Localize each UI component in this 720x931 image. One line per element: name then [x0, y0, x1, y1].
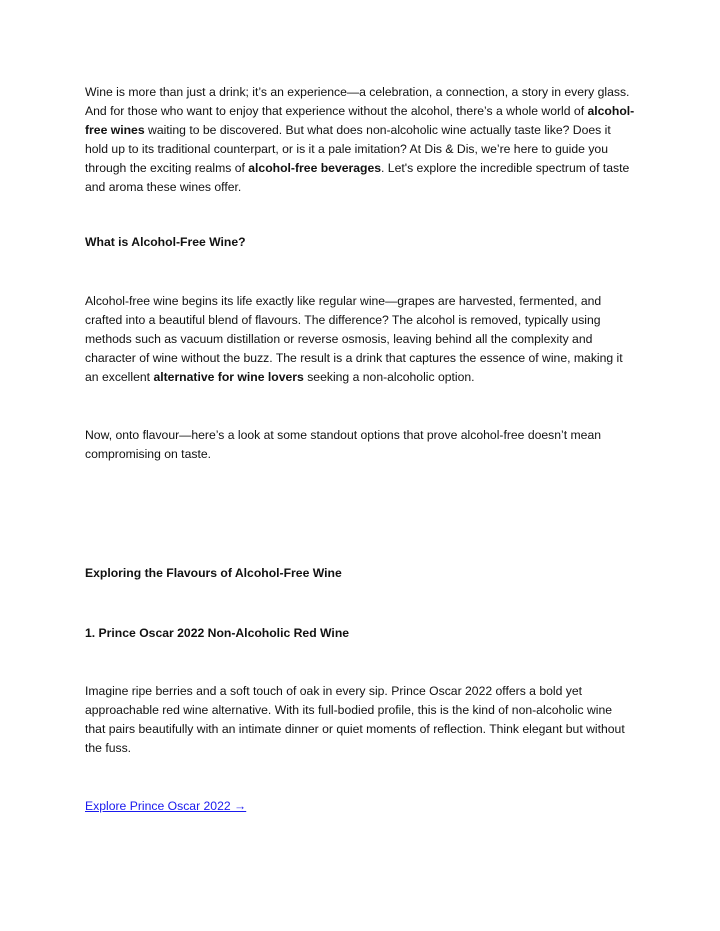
section-heading-what-is: What is Alcohol-Free Wine? — [85, 235, 246, 249]
intro-paragraph — [85, 83, 635, 197]
alcohol-free-wines-emphasis: alcohol-free wines — [85, 104, 635, 137]
alcohol-free-beverages-emphasis: alcohol-free beverages — [248, 161, 382, 175]
explore-prince-oscar-link[interactable]: Explore Prince Oscar 2022 → — [85, 799, 247, 813]
alternative-emphasis: alternative for wine lovers — [153, 370, 304, 384]
what-is-paragraph — [85, 292, 635, 387]
what-is-text-2: seeking a non-alcoholic option. — [303, 370, 475, 384]
explore-link-container — [85, 797, 635, 816]
intro-text-1: Wine is more than just a drink; it’s an experience—a celebration, a connection, a story in every glass. And for those who want to enjoy that experience without the alcohol, there’s a whole world of — [85, 85, 630, 118]
intro-text-3: . Let's explore the incredible spectrum of taste and aroma these wines offer. — [85, 161, 630, 194]
intro-text-2: waiting to be discovered. But what does non-alcoholic wine actually taste like? Does it hold up to its traditional counterpart, or is it a pale imitation? At Dis & Dis, we’re here to guide you through the exciting realms of — [85, 123, 611, 175]
what-is-text-1: Alcohol-free wine begins its life exactly like regular wine—grapes are harvested, fermented, and crafted into a beautiful blend of flavours. The difference? The alcohol is removed, typically using methods such as vacuum distillation or reverse osmosis, leaving behind all the complexity and character of wine without the buzz. The result is a drink that captures the essence of wine, making it an excellent — [85, 294, 623, 384]
product-description-prince-oscar: Imagine ripe berries and a soft touch of oak in every sip. Prince Oscar 2022 offers a bold yet approachable red wine alternative. With its full-bodied profile, this is the kind of non-alcoholic wine that pairs beautifully with an intimate dinner or quiet moments of reflection. Think elegant but without the fuss. — [85, 684, 625, 755]
product-heading-prince-oscar: 1. Prince Oscar 2022 Non-Alcoholic Red Wine — [85, 626, 350, 640]
transition-paragraph: Now, onto flavour—here’s a look at some standout options that prove alcohol-free doesn’t mean compromising on taste. — [85, 428, 602, 461]
section-heading-exploring: Exploring the Flavours of Alcohol-Free Wine — [85, 566, 342, 580]
